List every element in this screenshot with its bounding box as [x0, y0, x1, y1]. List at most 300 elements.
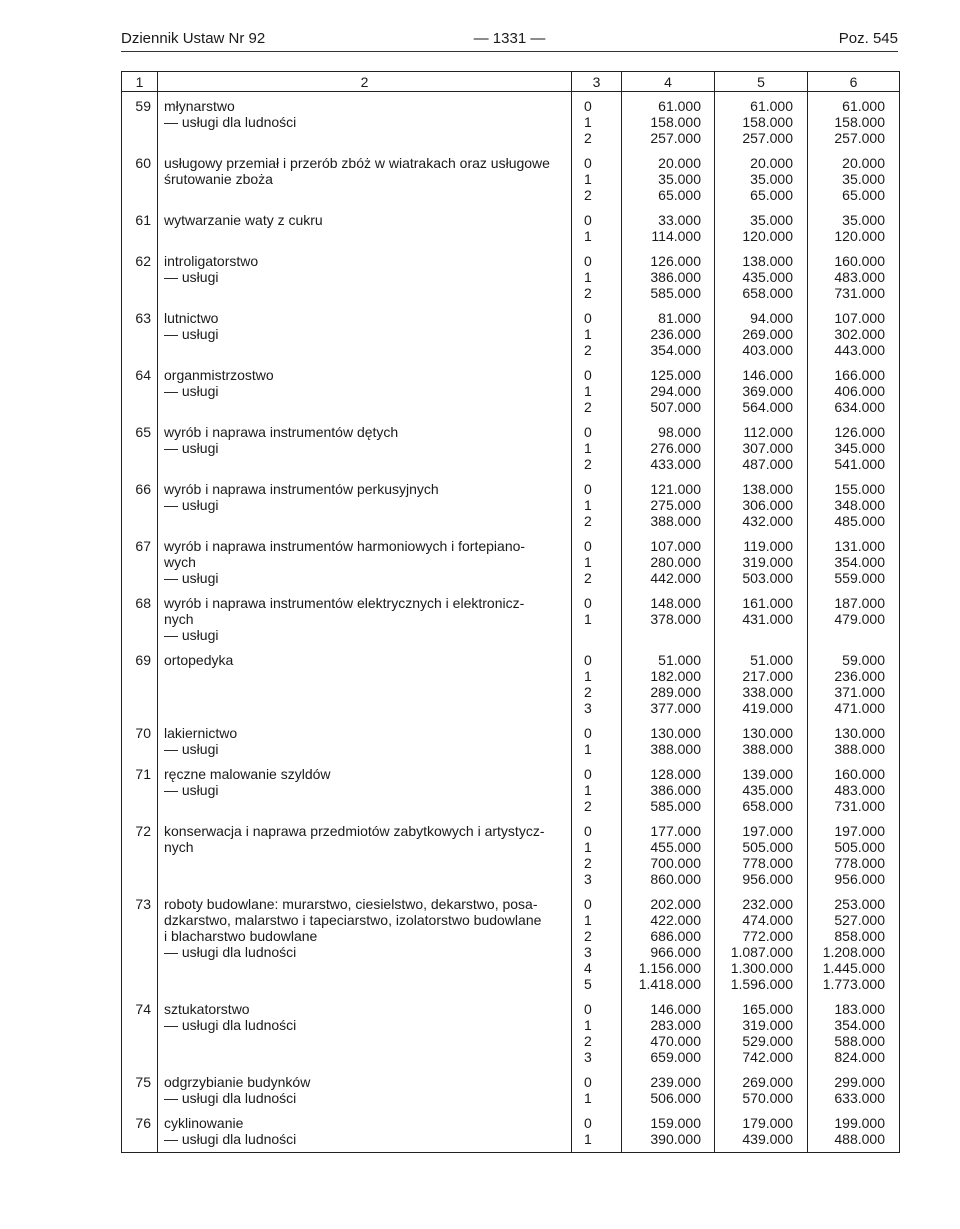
- group-value: 2: [584, 130, 592, 146]
- amount-value: 61.000: [750, 98, 793, 114]
- item-number-cell: [122, 1070, 158, 1111]
- amount-value: 319.000: [742, 1017, 793, 1033]
- amount-value: 435.000: [742, 269, 793, 285]
- group-value: 5: [584, 976, 592, 992]
- amount-value: 125.000: [650, 367, 701, 383]
- amount-col5-cell: [715, 420, 808, 477]
- group-value: 1: [584, 440, 592, 456]
- group-value: 0: [584, 725, 592, 741]
- amount-value: 61.000: [658, 98, 701, 114]
- amount-col4-cell: [622, 208, 715, 249]
- activity-name-line: organmistrzostwo: [164, 367, 274, 383]
- amount-value: 276.000: [650, 440, 701, 456]
- amount-value: 197.000: [834, 823, 885, 839]
- amount-value: 120.000: [742, 228, 793, 244]
- amount-value: 527.000: [834, 912, 885, 928]
- group-cell: [572, 306, 622, 363]
- activity-name-line: wytwarzanie waty z cukru: [164, 212, 323, 228]
- amount-value: 107.000: [650, 538, 701, 554]
- group-cell: [572, 92, 622, 152]
- amount-value: 299.000: [834, 1074, 885, 1090]
- amount-value: 239.000: [650, 1074, 701, 1090]
- group-cell: [572, 721, 622, 762]
- group-value: 2: [584, 342, 592, 358]
- amount-value: 541.000: [834, 456, 885, 472]
- item-number: 65: [135, 424, 151, 440]
- activity-name-cell: [158, 1111, 572, 1153]
- group-cell: [572, 819, 622, 892]
- group-value: 0: [584, 823, 592, 839]
- amount-col4-cell: [622, 534, 715, 591]
- amount-value: 778.000: [742, 855, 793, 871]
- column-header: 6: [808, 72, 900, 92]
- group-value: 1: [584, 114, 592, 130]
- amount-col6-cell: [808, 892, 900, 997]
- group-cell: [572, 591, 622, 648]
- amount-value: 160.000: [834, 766, 885, 782]
- activity-name-line: — usługi: [164, 627, 219, 643]
- amount-col6-cell: [808, 997, 900, 1070]
- amount-col5-cell: [715, 648, 808, 721]
- amount-value: 388.000: [742, 741, 793, 757]
- group-cell: [572, 762, 622, 819]
- item-number: 59: [135, 98, 151, 114]
- group-cell: [572, 363, 622, 420]
- group-value: 1: [584, 1131, 592, 1147]
- amount-value: 439.000: [742, 1131, 793, 1147]
- group-value: 1: [584, 782, 592, 798]
- activity-name-line: wych: [164, 554, 196, 570]
- amount-value: 1.087.000: [730, 944, 793, 960]
- table-row: [122, 721, 900, 762]
- group-value: 1: [584, 611, 592, 627]
- amount-value: 633.000: [834, 1090, 885, 1106]
- activity-name-line: — usługi dla ludności: [164, 1090, 297, 1106]
- amount-value: 146.000: [650, 1001, 701, 1017]
- group-value: 0: [584, 155, 592, 171]
- activity-name-line: — usługi: [164, 326, 219, 342]
- amount-value: 257.000: [834, 130, 885, 146]
- amount-value: 1.300.000: [730, 960, 793, 976]
- table-row: [122, 591, 900, 648]
- item-number-cell: [122, 249, 158, 306]
- column-header: 3: [572, 72, 622, 92]
- amount-value: 388.000: [650, 741, 701, 757]
- activity-name-line: — usługi: [164, 497, 219, 513]
- amount-col5-cell: [715, 363, 808, 420]
- table-row: [122, 151, 900, 208]
- amount-value: 20.000: [750, 155, 793, 171]
- amount-value: 443.000: [834, 342, 885, 358]
- table-row: [122, 534, 900, 591]
- amount-value: 431.000: [742, 611, 793, 627]
- group-value: 0: [584, 367, 592, 383]
- activity-name-cell: [158, 420, 572, 477]
- header-rule: [121, 51, 898, 52]
- activity-name-line: konserwacja i naprawa przedmiotów zabytkowych i artystycz-: [164, 823, 545, 839]
- position-number: Poz. 545: [838, 30, 898, 47]
- amount-col5-cell: [715, 721, 808, 762]
- item-number-cell: [122, 762, 158, 819]
- amount-col6-cell: [808, 363, 900, 420]
- group-value: 1: [584, 1090, 592, 1106]
- amount-value: 35.000: [750, 171, 793, 187]
- amount-col4-cell: [622, 591, 715, 648]
- item-number-cell: [122, 151, 158, 208]
- activity-name-line: usługowy przemiał i przerób zbóż w wiatrakach oraz usługowe: [164, 155, 550, 171]
- amount-value: 488.000: [834, 1131, 885, 1147]
- item-number: 74: [135, 1001, 151, 1017]
- activity-name-cell: [158, 92, 572, 152]
- amount-col4-cell: [622, 648, 715, 721]
- amount-value: 824.000: [834, 1049, 885, 1065]
- amount-value: 294.000: [650, 383, 701, 399]
- amount-value: 35.000: [842, 212, 885, 228]
- group-value: 2: [584, 798, 592, 814]
- amount-col4-cell: [622, 249, 715, 306]
- item-number-cell: [122, 819, 158, 892]
- amount-col4-cell: [622, 363, 715, 420]
- item-number: 75: [135, 1074, 151, 1090]
- activity-name-line: — usługi: [164, 440, 219, 456]
- amount-value: 585.000: [650, 798, 701, 814]
- amount-value: 65.000: [658, 187, 701, 203]
- amount-col6-cell: [808, 249, 900, 306]
- group-value: 2: [584, 399, 592, 415]
- amount-value: 35.000: [750, 212, 793, 228]
- table-row: [122, 892, 900, 997]
- amount-col4-cell: [622, 819, 715, 892]
- amount-value: 199.000: [834, 1115, 885, 1131]
- amount-value: 419.000: [742, 700, 793, 716]
- amount-value: 35.000: [842, 171, 885, 187]
- activity-name-line: — usługi: [164, 782, 219, 798]
- amount-value: 155.000: [834, 481, 885, 497]
- group-cell: [572, 892, 622, 997]
- amount-value: 20.000: [658, 155, 701, 171]
- column-header: 5: [715, 72, 808, 92]
- group-cell: [572, 1070, 622, 1111]
- group-value: 2: [584, 513, 592, 529]
- group-value: 3: [584, 944, 592, 960]
- activity-name-line: młynarstwo: [164, 98, 235, 114]
- amount-value: 121.000: [650, 481, 701, 497]
- group-value: 1: [584, 228, 592, 244]
- amount-value: 51.000: [658, 652, 701, 668]
- activity-name-cell: [158, 363, 572, 420]
- amount-col4-cell: [622, 997, 715, 1070]
- activity-name-line: sztukatorstwo: [164, 1001, 250, 1017]
- amount-col4-cell: [622, 92, 715, 152]
- amount-value: 570.000: [742, 1090, 793, 1106]
- table-row: [122, 762, 900, 819]
- amount-value: 253.000: [834, 896, 885, 912]
- group-cell: [572, 208, 622, 249]
- item-number: 71: [135, 766, 151, 782]
- item-number-cell: [122, 1111, 158, 1153]
- amount-col6-cell: [808, 591, 900, 648]
- amount-col6-cell: [808, 762, 900, 819]
- amount-col5-cell: [715, 306, 808, 363]
- amount-value: 35.000: [658, 171, 701, 187]
- amount-value: 160.000: [834, 253, 885, 269]
- group-cell: [572, 1111, 622, 1153]
- amount-value: 275.000: [650, 497, 701, 513]
- amount-value: 257.000: [742, 130, 793, 146]
- amount-value: 158.000: [834, 114, 885, 130]
- table-row: [122, 208, 900, 249]
- group-value: 0: [584, 310, 592, 326]
- amount-col4-cell: [622, 151, 715, 208]
- amount-value: 1.596.000: [730, 976, 793, 992]
- group-value: 2: [584, 187, 592, 203]
- item-number-cell: [122, 208, 158, 249]
- activity-name-line: — usługi: [164, 269, 219, 285]
- group-cell: [572, 648, 622, 721]
- amount-value: 236.000: [834, 668, 885, 684]
- item-number: 73: [135, 896, 151, 912]
- table-row: [122, 1111, 900, 1153]
- item-number: 63: [135, 310, 151, 326]
- amount-value: 348.000: [834, 497, 885, 513]
- amount-value: 139.000: [742, 766, 793, 782]
- amount-value: 302.000: [834, 326, 885, 342]
- group-cell: [572, 477, 622, 534]
- item-number: 67: [135, 538, 151, 554]
- activity-name-cell: [158, 151, 572, 208]
- group-value: 2: [584, 855, 592, 871]
- amount-value: 61.000: [842, 98, 885, 114]
- amount-col6-cell: [808, 721, 900, 762]
- amount-col5-cell: [715, 892, 808, 997]
- amount-value: 471.000: [834, 700, 885, 716]
- amount-col5-cell: [715, 92, 808, 152]
- activity-name-line: nych: [164, 839, 194, 855]
- amount-value: 585.000: [650, 285, 701, 301]
- amount-col5-cell: [715, 249, 808, 306]
- amount-col5-cell: [715, 1070, 808, 1111]
- activity-name-cell: [158, 1070, 572, 1111]
- amount-value: 138.000: [742, 481, 793, 497]
- table-row: [122, 420, 900, 477]
- activity-name-line: — usługi dla ludności: [164, 1017, 297, 1033]
- amount-col4-cell: [622, 420, 715, 477]
- activity-name-line: cyklinowanie: [164, 1115, 244, 1131]
- item-number-cell: [122, 363, 158, 420]
- amount-value: 435.000: [742, 782, 793, 798]
- amount-value: 161.000: [742, 595, 793, 611]
- amount-value: 505.000: [834, 839, 885, 855]
- activity-name-cell: [158, 762, 572, 819]
- group-value: 1: [584, 912, 592, 928]
- amount-col5-cell: [715, 1111, 808, 1153]
- amount-value: 120.000: [834, 228, 885, 244]
- amount-value: 166.000: [834, 367, 885, 383]
- amount-col4-cell: [622, 1070, 715, 1111]
- amount-col6-cell: [808, 208, 900, 249]
- amount-value: 442.000: [650, 570, 701, 586]
- group-cell: [572, 420, 622, 477]
- activity-name-line: dzkarstwo, malarstwo i tapeciarstwo, izolatorstwo budowlane: [164, 912, 542, 928]
- column-header: 4: [622, 72, 715, 92]
- activity-name-line: wyrób i naprawa instrumentów dętych: [164, 424, 399, 440]
- amount-value: 1.208.000: [822, 944, 885, 960]
- amount-value: 187.000: [834, 595, 885, 611]
- amount-value: 182.000: [650, 668, 701, 684]
- amount-value: 338.000: [742, 684, 793, 700]
- amount-col4-cell: [622, 762, 715, 819]
- amount-value: 742.000: [742, 1049, 793, 1065]
- amount-value: 179.000: [742, 1115, 793, 1131]
- amount-value: 257.000: [650, 130, 701, 146]
- amount-col5-cell: [715, 208, 808, 249]
- amount-value: 485.000: [834, 513, 885, 529]
- item-number-cell: [122, 477, 158, 534]
- amount-value: 197.000: [742, 823, 793, 839]
- amount-value: 354.000: [834, 554, 885, 570]
- amount-value: 81.000: [658, 310, 701, 326]
- activity-name-line: wyrób i naprawa instrumentów harmoniowych i fortepiano-: [164, 538, 526, 554]
- amount-value: 686.000: [650, 928, 701, 944]
- amount-value: 369.000: [742, 383, 793, 399]
- amount-col6-cell: [808, 1070, 900, 1111]
- group-value: 0: [584, 253, 592, 269]
- group-value: 1: [584, 383, 592, 399]
- amount-value: 98.000: [658, 424, 701, 440]
- amount-value: 483.000: [834, 782, 885, 798]
- table-row: [122, 997, 900, 1070]
- activity-name-cell: [158, 819, 572, 892]
- amount-value: 138.000: [742, 253, 793, 269]
- item-number: 68: [135, 595, 151, 611]
- activity-name-cell: [158, 306, 572, 363]
- group-cell: [572, 997, 622, 1070]
- amount-value: 470.000: [650, 1033, 701, 1049]
- amount-value: 183.000: [834, 1001, 885, 1017]
- amount-value: 422.000: [650, 912, 701, 928]
- group-cell: [572, 249, 622, 306]
- amount-value: 65.000: [750, 187, 793, 203]
- amount-col6-cell: [808, 819, 900, 892]
- page-number: — 1331 —: [473, 30, 546, 47]
- amount-value: 858.000: [834, 928, 885, 944]
- amount-value: 700.000: [650, 855, 701, 871]
- amount-value: 114.000: [651, 228, 701, 244]
- amount-value: 306.000: [742, 497, 793, 513]
- amount-col6-cell: [808, 1111, 900, 1153]
- amount-value: 479.000: [834, 611, 885, 627]
- amount-value: 158.000: [650, 114, 701, 130]
- amount-value: 269.000: [742, 326, 793, 342]
- amount-col4-cell: [622, 1111, 715, 1153]
- amount-value: 131.000: [834, 538, 885, 554]
- group-value: 2: [584, 928, 592, 944]
- activity-name-line: nych: [164, 611, 194, 627]
- item-number: 62: [135, 253, 151, 269]
- amount-value: 529.000: [742, 1033, 793, 1049]
- amount-value: 119.000: [743, 538, 793, 554]
- amount-value: 158.000: [742, 114, 793, 130]
- journal-title: Dziennik Ustaw Nr 92: [121, 30, 266, 47]
- amount-value: 130.000: [834, 725, 885, 741]
- amount-col5-cell: [715, 762, 808, 819]
- amount-col4-cell: [622, 892, 715, 997]
- activity-name-line: lakiernictwo: [164, 725, 238, 741]
- amount-value: 507.000: [650, 399, 701, 415]
- amount-col5-cell: [715, 997, 808, 1070]
- activity-name-line: — usługi: [164, 383, 219, 399]
- amount-value: 283.000: [650, 1017, 701, 1033]
- amount-value: 65.000: [842, 187, 885, 203]
- amount-value: 269.000: [742, 1074, 793, 1090]
- table-row: [122, 648, 900, 721]
- amount-col6-cell: [808, 420, 900, 477]
- amount-value: 388.000: [834, 741, 885, 757]
- amount-value: 280.000: [650, 554, 701, 570]
- group-value: 3: [584, 1049, 592, 1065]
- amount-value: 956.000: [742, 871, 793, 887]
- amount-value: 126.000: [650, 253, 701, 269]
- activity-name-cell: [158, 997, 572, 1070]
- amount-value: 202.000: [650, 896, 701, 912]
- amount-value: 658.000: [742, 798, 793, 814]
- amount-value: 1.156.000: [638, 960, 701, 976]
- item-number-cell: [122, 306, 158, 363]
- item-number: 72: [135, 823, 151, 839]
- activity-name-cell: [158, 892, 572, 997]
- table-row: [122, 477, 900, 534]
- group-value: 1: [584, 554, 592, 570]
- amount-value: 659.000: [650, 1049, 701, 1065]
- amount-value: 731.000: [834, 285, 885, 301]
- group-value: 0: [584, 896, 592, 912]
- activity-name-line: odgrzybianie budynków: [164, 1074, 311, 1090]
- group-value: 1: [584, 326, 592, 342]
- group-cell: [572, 534, 622, 591]
- amount-col6-cell: [808, 92, 900, 152]
- amount-value: 378.000: [650, 611, 701, 627]
- group-value: 1: [584, 1017, 592, 1033]
- amount-value: 634.000: [834, 399, 885, 415]
- amount-value: 217.000: [742, 668, 793, 684]
- activity-name-line: ortopedyka: [164, 652, 234, 668]
- amount-value: 388.000: [650, 513, 701, 529]
- item-number: 60: [135, 155, 151, 171]
- amount-value: 772.000: [742, 928, 793, 944]
- table-row: [122, 306, 900, 363]
- group-value: 2: [584, 1033, 592, 1049]
- activity-name-line: roboty budowlane: murarstwo, ciesielstwo, dekarstwo, posa-: [164, 896, 538, 912]
- activity-name-cell: [158, 648, 572, 721]
- amount-value: 159.000: [650, 1115, 701, 1131]
- group-value: 1: [584, 668, 592, 684]
- table-row: [122, 249, 900, 306]
- group-value: 2: [584, 285, 592, 301]
- amount-value: 658.000: [742, 285, 793, 301]
- item-number-cell: [122, 648, 158, 721]
- amount-value: 956.000: [834, 871, 885, 887]
- group-value: 2: [584, 684, 592, 700]
- amount-value: 474.000: [742, 912, 793, 928]
- column-header: 1: [122, 72, 158, 92]
- amount-col5-cell: [715, 591, 808, 648]
- amount-value: 94.000: [750, 310, 793, 326]
- amount-col6-cell: [808, 306, 900, 363]
- table-header-row: [122, 72, 900, 92]
- amount-value: 148.000: [650, 595, 701, 611]
- amount-value: 130.000: [742, 725, 793, 741]
- item-number: 66: [135, 481, 151, 497]
